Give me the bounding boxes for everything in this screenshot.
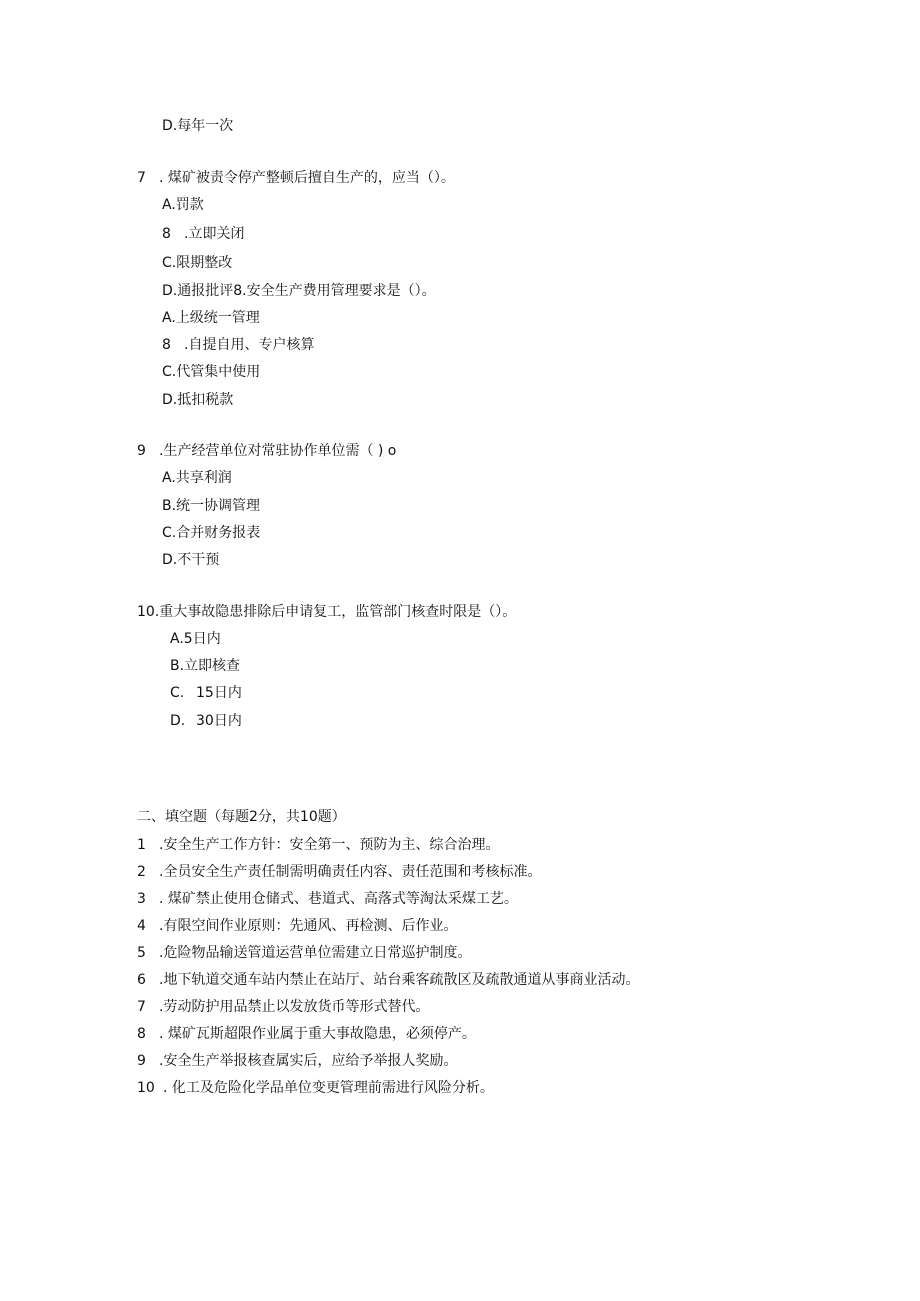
fill-item-number: 2: [137, 864, 146, 880]
q10-option-b: B.立即核查: [170, 658, 241, 674]
q10-stem: 10.重大事故隐患排除后申请复工，监管部门核查时限是（）。: [137, 604, 517, 620]
fill-item: [137, 917, 457, 935]
fill-item-number: 1: [137, 837, 146, 853]
fill-item-number: 4: [137, 918, 146, 934]
q7-option-c: C.限期整改: [162, 255, 233, 271]
q10-option-c-text: 15日内: [196, 685, 242, 701]
q7-option-b: [162, 225, 244, 243]
section-2-heading: 二、填空题（每题2分，共10题）: [137, 809, 346, 825]
fill-item-number: 8: [137, 1026, 146, 1042]
fill-item: [137, 971, 639, 989]
fill-item-number: 10: [137, 1080, 155, 1096]
fill-item: [137, 890, 518, 908]
q7-option-a: A.罚款: [162, 197, 204, 213]
fill-item: [137, 1079, 494, 1097]
fill-item-number: 9: [137, 1053, 146, 1069]
fill-item: [137, 1052, 457, 1070]
fill-item-text: .有限空间作业原则：先通风、再检测、后作业。: [159, 918, 458, 934]
q10-option-d: [170, 712, 242, 730]
q8-option-c: C.代管集中使用: [162, 364, 261, 380]
q8-option-d: D.抵扣税款: [162, 392, 234, 408]
q7-stem: [137, 169, 455, 187]
q10-option-d-label: D.: [170, 713, 186, 729]
q10-option-c: [170, 684, 242, 702]
q8-option-b-number: 8: [162, 337, 171, 353]
fill-item-number: 6: [137, 972, 146, 988]
q8-option-b: [162, 336, 314, 354]
q7-number: 7: [137, 170, 146, 186]
fill-item: [137, 944, 471, 962]
fill-item-text: .安全生产举报核查属实后，应给予举报人奖励。: [159, 1053, 458, 1069]
q9-stem: [137, 442, 396, 460]
q9-option-a: A.共享利润: [162, 470, 232, 486]
fill-item-text: .地下轨道交通车站内禁止在站厅、站台乘客疏散区及疏散通道从事商业活动。: [159, 972, 640, 988]
q9-number: 9: [137, 443, 146, 459]
q7-option-b-number: 8: [162, 226, 171, 242]
fill-item: [137, 836, 499, 854]
fill-item: [137, 1025, 476, 1043]
fill-item-text: .安全生产工作方针：安全第一、预防为主、综合治理。: [159, 837, 500, 853]
q7-option-d: D.通报批评8.安全生产费用管理要求是（）。: [162, 283, 436, 299]
fill-item-number: 3: [137, 891, 146, 907]
q7-option-b-text: .立即关闭: [184, 226, 245, 242]
fill-item-text: . 化工及危险化学品单位变更管理前需进行风险分析。: [163, 1080, 494, 1096]
q9-option-b: B.统一协调管理: [162, 498, 261, 514]
q10-option-a: A.5日内: [170, 631, 221, 647]
fill-item: [137, 998, 429, 1016]
q7-stem-text: . 煤矿被责令停产整顿后擅自生产的，应当（）。: [159, 170, 455, 186]
fill-item-text: . 煤矿瓦斯超限作业属于重大事故隐患，必须停产。: [159, 1026, 476, 1042]
fill-item-text: .危险物品输送管道运营单位需建立日常巡护制度。: [159, 945, 472, 961]
q10-option-d-text: 30日内: [196, 713, 242, 729]
fill-item-number: 5: [137, 945, 146, 961]
fill-item-text: .全员安全生产责任制需明确责任内容、责任范围和考核标准。: [159, 864, 542, 880]
q9-option-c: C.合并财务报表: [162, 525, 261, 541]
q6-option-d: D.每年一次: [162, 118, 234, 134]
q8-option-a: A.上级统一管理: [162, 310, 260, 326]
q8-option-b-text: .自提自用、专户核算: [184, 337, 315, 353]
fill-item-number: 7: [137, 999, 146, 1015]
q10-option-c-label: C.: [170, 685, 185, 701]
q9-stem-text: .生产经营单位对常驻协作单位需（ ) o: [159, 443, 397, 459]
fill-item: [137, 863, 541, 881]
fill-item-text: .劳动防护用品禁止以发放货币等形式替代。: [159, 999, 430, 1015]
q9-option-d: D.不干预: [162, 552, 220, 568]
fill-item-text: . 煤矿禁止使用仓储式、巷道式、高落式等淘汰采煤工艺。: [159, 891, 518, 907]
